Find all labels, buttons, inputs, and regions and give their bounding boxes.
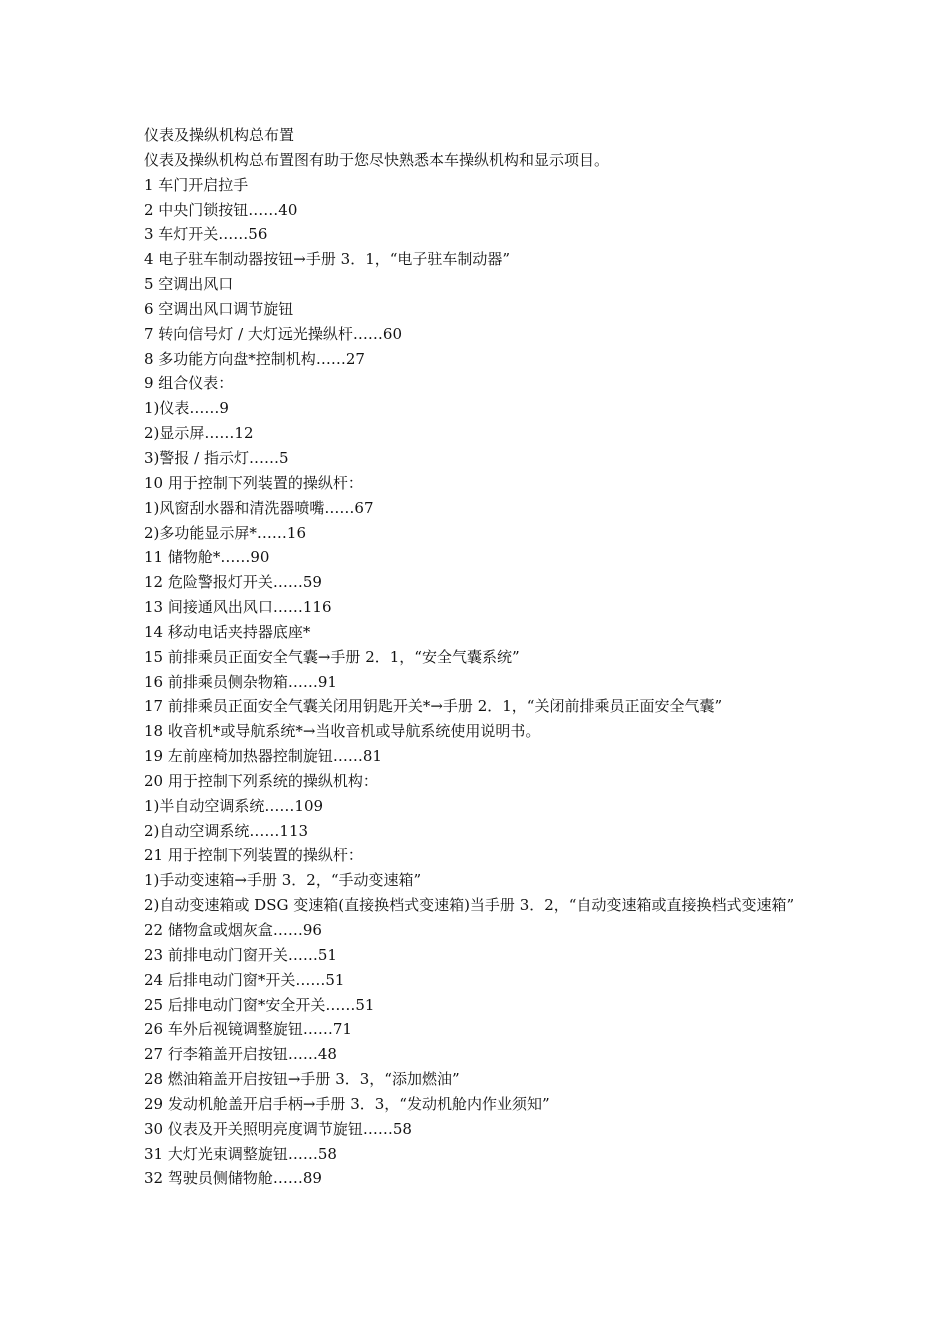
list-item: 23 前排电动门窗开关……51 — [144, 945, 337, 964]
list-item: 2)自动空调系统……113 — [144, 821, 309, 840]
list-item: 7 转向信号灯 / 大灯远光操纵杆……60 — [144, 324, 402, 343]
list-item: 2)多功能显示屏*……16 — [144, 523, 306, 542]
list-item: 11 储物舱*……90 — [144, 548, 270, 567]
list-item: 29 发动机舱盖开启手柄→手册 3．3，“发动机舱内作业须知” — [144, 1094, 550, 1113]
list-item: 12 危险警报灯开关……59 — [144, 573, 322, 592]
list-item: 31 大灯光束调整旋钮……58 — [144, 1144, 337, 1163]
list-item: 1)风窗刮水器和清洗器喷嘴……67 — [144, 498, 374, 517]
list-item: 6 空调出风口调节旋钮 — [144, 299, 294, 318]
list-item: 4 电子驻车制动器按钮→手册 3．1，“电子驻车制动器” — [144, 250, 511, 269]
list-item: 2 中央门锁按钮……40 — [144, 200, 298, 219]
list-item: 1)半自动空调系统……109 — [144, 796, 324, 815]
list-item: 30 仪表及开关照明亮度调节旋钮……58 — [144, 1119, 412, 1138]
list-item: 3 车灯开关……56 — [144, 225, 268, 244]
list-item: 15 前排乘员正面安全气囊→手册 2．1，“安全气囊系统” — [144, 647, 520, 666]
list-item: 18 收音机*或导航系统*→当收音机或导航系统使用说明书。 — [144, 722, 541, 741]
list-item: 10 用于控制下列装置的操纵杆： — [144, 473, 363, 492]
document-body — [144, 123, 814, 1191]
list-item: 22 储物盒或烟灰盒……96 — [144, 921, 322, 939]
list-item: 19 左前座椅加热器控制旋钮……81 — [144, 747, 382, 766]
list-item: 16 前排乘员侧杂物箱……91 — [144, 672, 337, 691]
list-item: 17 前排乘员正面安全气囊关闭用钥匙开关*→手册 2．1，“关闭前排乘员正面安全气囊” — [144, 697, 723, 716]
list-item: 2)显示屏……12 — [144, 424, 254, 443]
list-item: 1)仪表……9 — [144, 399, 229, 418]
list-item: 13 间接通风出风口……116 — [144, 598, 332, 617]
list-item: 9 组合仪表： — [144, 374, 234, 393]
list-item: 24 后排电动门窗*开关……51 — [144, 970, 345, 989]
list-item: 20 用于控制下列系统的操纵机构： — [144, 771, 378, 790]
list-item: 32 驾驶员侧储物舱……89 — [144, 1169, 322, 1188]
list-item: 26 车外后视镜调整旋钮……71 — [144, 1020, 352, 1039]
list-item: 27 行李箱盖开启按钮……48 — [144, 1045, 337, 1064]
list-item: 1 车门开启拉手 — [144, 175, 249, 194]
list-item: 1)手动变速箱→手册 3．2，“手动变速箱” — [144, 871, 422, 890]
list-item: 8 多功能方向盘*控制机构……27 — [144, 349, 365, 368]
list-item: 14 移动电话夹持器底座* — [144, 622, 311, 641]
list-item: 25 后排电动门窗*安全开关……51 — [144, 995, 375, 1014]
list-item: 2)自动变速箱或 DSG 变速箱(直接换档式变速箱)当手册 3．2，“自动变速箱或直接换档式变速箱” — [144, 896, 795, 915]
document-intro: 仪表及操纵机构总布置图有助于您尽快熟悉本车操纵机构和显示项目。 — [144, 150, 610, 169]
list-item: 3)警报 / 指示灯……5 — [144, 448, 289, 467]
list-item: 28 燃油箱盖开启按钮→手册 3．3，“添加燃油” — [144, 1070, 460, 1089]
list-item: 5 空调出风口 — [144, 275, 234, 294]
document-title: 仪表及操纵机构总布置 — [144, 126, 295, 144]
list-item: 21 用于控制下列装置的操纵杆： — [144, 846, 363, 865]
